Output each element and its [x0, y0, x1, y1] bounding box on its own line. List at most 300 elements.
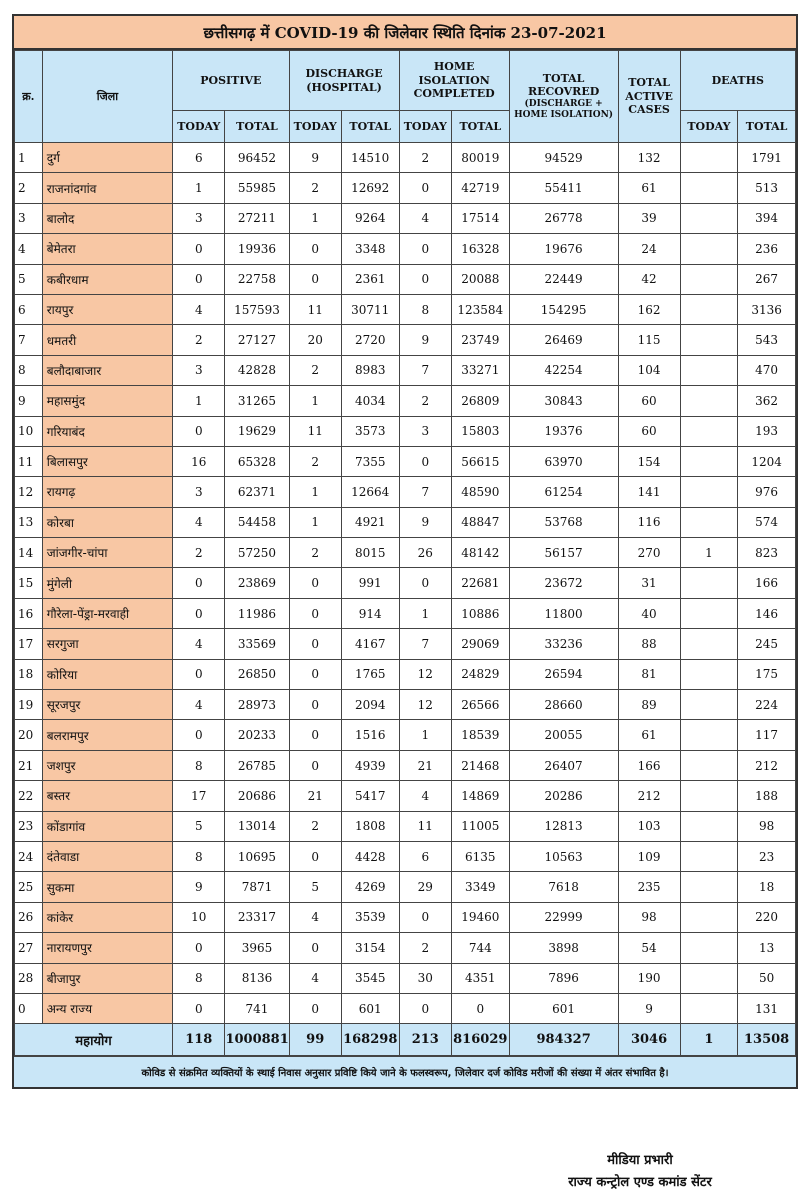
cell-sno: 23	[15, 811, 43, 841]
cell-hi-total: 0	[451, 993, 509, 1023]
cell-recovered: 20055	[509, 720, 618, 750]
cell-sno: 25	[15, 872, 43, 902]
cell-dis-today: 0	[289, 659, 341, 689]
cell-recovered: 63970	[509, 446, 618, 476]
table-row	[15, 507, 796, 537]
header-discharge: DISCHARGE (HOSPITAL)	[289, 51, 399, 111]
table-row	[15, 446, 796, 476]
cell-pos-total: 62371	[225, 477, 289, 507]
cell-dis-total: 30711	[341, 294, 399, 324]
total-dis-today: 99	[289, 1024, 341, 1056]
table-row	[15, 963, 796, 993]
cell-hi-today: 0	[399, 234, 451, 264]
cell-pos-total: 20233	[225, 720, 289, 750]
cell-recovered: 56157	[509, 538, 618, 568]
cell-d-today	[680, 872, 738, 902]
cell-pos-total: 55985	[225, 173, 289, 203]
cell-d-today	[680, 841, 738, 871]
cell-sno: 3	[15, 203, 43, 233]
cell-dis-today: 2	[289, 355, 341, 385]
cell-district: कोंडागांव	[42, 811, 172, 841]
cell-pos-total: 57250	[225, 538, 289, 568]
cell-hi-total: 20088	[451, 264, 509, 294]
cell-dis-total: 4428	[341, 841, 399, 871]
cell-dis-today: 1	[289, 477, 341, 507]
cell-hi-total: 19460	[451, 902, 509, 932]
cell-dis-total: 8015	[341, 538, 399, 568]
cell-d-total: 574	[738, 507, 796, 537]
cell-hi-today: 21	[399, 750, 451, 780]
header-total-recovered	[509, 51, 618, 143]
cell-active: 235	[618, 872, 680, 902]
cell-active: 81	[618, 659, 680, 689]
cell-d-today	[680, 173, 738, 203]
table-row	[15, 234, 796, 264]
cell-dis-today: 5	[289, 872, 341, 902]
cell-d-total: 193	[738, 416, 796, 446]
cell-district: कबीरधाम	[42, 264, 172, 294]
cell-district: रायपुर	[42, 294, 172, 324]
cell-pos-total: 20686	[225, 781, 289, 811]
cell-hi-total: 21468	[451, 750, 509, 780]
cell-hi-today: 0	[399, 993, 451, 1023]
cell-hi-total: 6135	[451, 841, 509, 871]
cell-dis-today: 1	[289, 507, 341, 537]
cell-sno: 28	[15, 963, 43, 993]
cell-d-today	[680, 203, 738, 233]
cell-hi-total: 3349	[451, 872, 509, 902]
cell-dis-total: 7355	[341, 446, 399, 476]
cell-active: 141	[618, 477, 680, 507]
cell-recovered: 10563	[509, 841, 618, 871]
cell-active: 104	[618, 355, 680, 385]
cell-district: कांकेर	[42, 902, 172, 932]
cell-dis-total: 4034	[341, 386, 399, 416]
cell-dis-total: 4269	[341, 872, 399, 902]
cell-dis-today: 0	[289, 841, 341, 871]
cell-recovered: 55411	[509, 173, 618, 203]
cell-district: जशपुर	[42, 750, 172, 780]
cell-hi-total: 10886	[451, 598, 509, 628]
header-discharge-total: TOTAL	[341, 111, 399, 143]
cell-hi-today: 29	[399, 872, 451, 902]
cell-d-total: 117	[738, 720, 796, 750]
cell-pos-total: 54458	[225, 507, 289, 537]
cell-d-total: 212	[738, 750, 796, 780]
cell-pos-total: 8136	[225, 963, 289, 993]
cell-pos-total: 31265	[225, 386, 289, 416]
cell-recovered: 154295	[509, 294, 618, 324]
cell-active: 42	[618, 264, 680, 294]
cell-dis-total: 3573	[341, 416, 399, 446]
cell-district: कोरबा	[42, 507, 172, 537]
cell-d-today	[680, 507, 738, 537]
total-hi-today: 213	[399, 1024, 451, 1056]
cell-pos-today: 0	[173, 416, 225, 446]
cell-sno: 11	[15, 446, 43, 476]
cell-pos-total: 7871	[225, 872, 289, 902]
cell-pos-total: 10695	[225, 841, 289, 871]
cell-district: सूरजपुर	[42, 690, 172, 720]
cell-pos-today: 9	[173, 872, 225, 902]
cell-district: दंतेवाडा	[42, 841, 172, 871]
cell-pos-today: 6	[173, 143, 225, 173]
cell-sno: 1	[15, 143, 43, 173]
table-row	[15, 477, 796, 507]
cell-dis-today: 0	[289, 720, 341, 750]
cell-dis-today: 1	[289, 386, 341, 416]
cell-hi-today: 7	[399, 477, 451, 507]
cell-recovered: 601	[509, 993, 618, 1023]
header-hi-today: TODAY	[399, 111, 451, 143]
cell-district: बिलासपुर	[42, 446, 172, 476]
cell-hi-total: 22681	[451, 568, 509, 598]
cell-pos-total: 96452	[225, 143, 289, 173]
cell-pos-today: 8	[173, 963, 225, 993]
table-row	[15, 993, 796, 1023]
cell-pos-today: 3	[173, 203, 225, 233]
cell-active: 9	[618, 993, 680, 1023]
cell-hi-today: 0	[399, 902, 451, 932]
cell-dis-total: 991	[341, 568, 399, 598]
table-body	[15, 143, 796, 1024]
cell-active: 54	[618, 933, 680, 963]
cell-pos-today: 17	[173, 781, 225, 811]
cell-active: 166	[618, 750, 680, 780]
cell-sno: 27	[15, 933, 43, 963]
cell-pos-today: 0	[173, 933, 225, 963]
cell-dis-total: 5417	[341, 781, 399, 811]
cell-d-today	[680, 963, 738, 993]
cell-hi-today: 26	[399, 538, 451, 568]
total-hi-total: 816029	[451, 1024, 509, 1056]
table-row	[15, 264, 796, 294]
cell-d-today	[680, 598, 738, 628]
cell-recovered: 28660	[509, 690, 618, 720]
cell-district: बस्तर	[42, 781, 172, 811]
cell-sno: 19	[15, 690, 43, 720]
cell-sno: 9	[15, 386, 43, 416]
cell-hi-total: 17514	[451, 203, 509, 233]
signature-line-2: राज्य कन्ट्रोल एण्ड कमांड सेंटर	[568, 1175, 712, 1190]
cell-active: 39	[618, 203, 680, 233]
cell-d-today	[680, 386, 738, 416]
header-hi-total: TOTAL	[451, 111, 509, 143]
cell-d-total: 823	[738, 538, 796, 568]
cell-sno: 18	[15, 659, 43, 689]
cell-dis-total: 2361	[341, 264, 399, 294]
cell-sno: 21	[15, 750, 43, 780]
cell-hi-today: 3	[399, 416, 451, 446]
cell-pos-today: 5	[173, 811, 225, 841]
cell-sno: 12	[15, 477, 43, 507]
covid-report-sheet	[12, 14, 798, 1089]
cell-dis-today: 2	[289, 538, 341, 568]
cell-recovered: 19376	[509, 416, 618, 446]
cell-pos-today: 0	[173, 568, 225, 598]
cell-d-total: 470	[738, 355, 796, 385]
cell-recovered: 53768	[509, 507, 618, 537]
footnote: कोविड से संक्रमित व्यक्तियों के स्थाई निवास अनुसार प्रविष्टि किये जाने के फलस्वरूप, जिलेवार दर्ज कोविड मरीजों की संख्या में अंतर संभावित है।	[14, 1056, 796, 1087]
total-label: महायोग	[15, 1024, 173, 1056]
cell-sno: 13	[15, 507, 43, 537]
table-row	[15, 294, 796, 324]
cell-recovered: 30843	[509, 386, 618, 416]
cell-hi-total: 48847	[451, 507, 509, 537]
cell-hi-today: 7	[399, 355, 451, 385]
cell-active: 115	[618, 325, 680, 355]
cell-pos-total: 741	[225, 993, 289, 1023]
cell-district: जांजगीर-चांपा	[42, 538, 172, 568]
cell-recovered: 26407	[509, 750, 618, 780]
cell-active: 60	[618, 416, 680, 446]
cell-dis-total: 1516	[341, 720, 399, 750]
cell-hi-today: 7	[399, 629, 451, 659]
cell-recovered: 19676	[509, 234, 618, 264]
cell-hi-total: 4351	[451, 963, 509, 993]
cell-sno: 4	[15, 234, 43, 264]
table-row	[15, 538, 796, 568]
cell-d-total: 146	[738, 598, 796, 628]
cell-hi-today: 0	[399, 173, 451, 203]
cell-d-total: 3136	[738, 294, 796, 324]
cell-d-today	[680, 416, 738, 446]
cell-hi-total: 29069	[451, 629, 509, 659]
cell-hi-today: 9	[399, 507, 451, 537]
table-row	[15, 386, 796, 416]
cell-d-today	[680, 143, 738, 173]
cell-dis-today: 1	[289, 203, 341, 233]
cell-d-total: 166	[738, 568, 796, 598]
cell-d-today	[680, 446, 738, 476]
table-row	[15, 598, 796, 628]
cell-district: राजनांदगांव	[42, 173, 172, 203]
cell-sno: 0	[15, 993, 43, 1023]
cell-hi-today: 0	[399, 446, 451, 476]
cell-pos-today: 0	[173, 659, 225, 689]
cell-d-today	[680, 355, 738, 385]
cell-district: मुंगेली	[42, 568, 172, 598]
cell-hi-total: 16328	[451, 234, 509, 264]
table-row	[15, 629, 796, 659]
signature-line-1: मीडिया प्रभारी	[607, 1153, 673, 1168]
cell-dis-total: 601	[341, 993, 399, 1023]
table-row	[15, 750, 796, 780]
cell-dis-today: 9	[289, 143, 341, 173]
cell-hi-today: 2	[399, 933, 451, 963]
cell-dis-today: 21	[289, 781, 341, 811]
cell-pos-today: 4	[173, 294, 225, 324]
table-row	[15, 355, 796, 385]
cell-hi-total: 26566	[451, 690, 509, 720]
cell-d-today	[680, 690, 738, 720]
cell-hi-today: 4	[399, 203, 451, 233]
cell-d-total: 543	[738, 325, 796, 355]
total-pos-total: 1000881	[225, 1024, 289, 1056]
cell-recovered: 23672	[509, 568, 618, 598]
cell-active: 212	[618, 781, 680, 811]
header-total-active: TOTAL ACTIVE CASES	[618, 51, 680, 143]
header-sno: क्र.	[15, 51, 43, 143]
cell-dis-today: 11	[289, 294, 341, 324]
cell-dis-today: 0	[289, 234, 341, 264]
cell-active: 116	[618, 507, 680, 537]
cell-pos-total: 65328	[225, 446, 289, 476]
cell-recovered: 22999	[509, 902, 618, 932]
table-row	[15, 902, 796, 932]
cell-pos-total: 3965	[225, 933, 289, 963]
cell-d-today: 1	[680, 538, 738, 568]
cell-dis-total: 1808	[341, 811, 399, 841]
cell-d-today	[680, 933, 738, 963]
cell-hi-total: 11005	[451, 811, 509, 841]
cell-district: महासमुंद	[42, 386, 172, 416]
table-row	[15, 173, 796, 203]
cell-active: 24	[618, 234, 680, 264]
cell-dis-total: 4921	[341, 507, 399, 537]
cell-dis-total: 12692	[341, 173, 399, 203]
cell-d-total: 175	[738, 659, 796, 689]
cell-dis-total: 9264	[341, 203, 399, 233]
cell-hi-today: 2	[399, 143, 451, 173]
cell-district: रायगढ़	[42, 477, 172, 507]
cell-dis-total: 3154	[341, 933, 399, 963]
table-row	[15, 811, 796, 841]
cell-dis-total: 4167	[341, 629, 399, 659]
cell-hi-today: 4	[399, 781, 451, 811]
cell-active: 109	[618, 841, 680, 871]
header-deaths-total: TOTAL	[738, 111, 796, 143]
cell-d-total: 1791	[738, 143, 796, 173]
table-row	[15, 325, 796, 355]
header-deaths-today: TODAY	[680, 111, 738, 143]
cell-pos-today: 0	[173, 598, 225, 628]
cell-d-today	[680, 264, 738, 294]
cell-pos-total: 42828	[225, 355, 289, 385]
header-total-recovered-sub: (DISCHARGE + HOME ISOLATION)	[514, 99, 614, 121]
cell-hi-total: 48142	[451, 538, 509, 568]
cell-sno: 6	[15, 294, 43, 324]
cell-district: अन्य राज्य	[42, 993, 172, 1023]
cell-sno: 24	[15, 841, 43, 871]
header-positive-total: TOTAL	[225, 111, 289, 143]
cell-district: धमतरी	[42, 325, 172, 355]
cell-recovered: 3898	[509, 933, 618, 963]
cell-sno: 15	[15, 568, 43, 598]
cell-pos-today: 2	[173, 538, 225, 568]
cell-pos-today: 1	[173, 173, 225, 203]
cell-hi-total: 48590	[451, 477, 509, 507]
cell-hi-today: 2	[399, 386, 451, 416]
cell-active: 154	[618, 446, 680, 476]
cell-d-today	[680, 234, 738, 264]
cell-hi-total: 56615	[451, 446, 509, 476]
cell-pos-total: 27211	[225, 203, 289, 233]
cell-d-today	[680, 629, 738, 659]
cell-active: 31	[618, 568, 680, 598]
cell-d-total: 50	[738, 963, 796, 993]
table-row	[15, 781, 796, 811]
cell-hi-total: 18539	[451, 720, 509, 750]
cell-dis-total: 2720	[341, 325, 399, 355]
cell-d-total: 131	[738, 993, 796, 1023]
cell-district: दुर्ग	[42, 143, 172, 173]
table-row	[15, 690, 796, 720]
cell-d-today	[680, 477, 738, 507]
cell-sno: 2	[15, 173, 43, 203]
cell-dis-today: 2	[289, 811, 341, 841]
header-positive-today: TODAY	[173, 111, 225, 143]
cell-district: नारायणपुर	[42, 933, 172, 963]
table-row	[15, 659, 796, 689]
cell-dis-today: 0	[289, 933, 341, 963]
cell-d-total: 236	[738, 234, 796, 264]
cell-sno: 14	[15, 538, 43, 568]
cell-d-today	[680, 568, 738, 598]
cell-district: कोरिया	[42, 659, 172, 689]
table-row	[15, 203, 796, 233]
cell-hi-total: 80019	[451, 143, 509, 173]
cell-dis-today: 0	[289, 598, 341, 628]
cell-active: 88	[618, 629, 680, 659]
cell-dis-today: 4	[289, 902, 341, 932]
table-row	[15, 872, 796, 902]
cell-d-total: 362	[738, 386, 796, 416]
cell-dis-total: 3545	[341, 963, 399, 993]
cell-pos-total: 23869	[225, 568, 289, 598]
cell-d-today	[680, 325, 738, 355]
cell-sno: 8	[15, 355, 43, 385]
cell-pos-total: 27127	[225, 325, 289, 355]
cell-dis-total: 914	[341, 598, 399, 628]
table-row	[15, 416, 796, 446]
total-dis-total: 168298	[341, 1024, 399, 1056]
cell-pos-today: 10	[173, 902, 225, 932]
cell-active: 98	[618, 902, 680, 932]
cell-hi-total: 26809	[451, 386, 509, 416]
cell-recovered: 26594	[509, 659, 618, 689]
cell-dis-today: 0	[289, 264, 341, 294]
cell-recovered: 7896	[509, 963, 618, 993]
cell-dis-total: 8983	[341, 355, 399, 385]
cell-recovered: 7618	[509, 872, 618, 902]
cell-dis-today: 0	[289, 993, 341, 1023]
cell-district: सरगुजा	[42, 629, 172, 659]
cell-pos-today: 0	[173, 264, 225, 294]
cell-dis-total: 3539	[341, 902, 399, 932]
district-table	[14, 50, 796, 1056]
cell-recovered: 61254	[509, 477, 618, 507]
cell-district: बेमेतरा	[42, 234, 172, 264]
cell-district: गौरेला-पेंड्रा-मरवाही	[42, 598, 172, 628]
cell-pos-today: 4	[173, 690, 225, 720]
cell-sno: 16	[15, 598, 43, 628]
cell-pos-today: 1	[173, 386, 225, 416]
header-home-isolation: HOME ISOLATION COMPLETED	[399, 51, 509, 111]
cell-hi-total: 42719	[451, 173, 509, 203]
cell-dis-today: 11	[289, 416, 341, 446]
cell-hi-total: 15803	[451, 416, 509, 446]
cell-active: 132	[618, 143, 680, 173]
cell-recovered: 33236	[509, 629, 618, 659]
cell-recovered: 22449	[509, 264, 618, 294]
cell-dis-today: 2	[289, 446, 341, 476]
cell-hi-total: 33271	[451, 355, 509, 385]
header-discharge-today: TODAY	[289, 111, 341, 143]
cell-hi-today: 1	[399, 720, 451, 750]
cell-dis-today: 20	[289, 325, 341, 355]
cell-d-total: 394	[738, 203, 796, 233]
